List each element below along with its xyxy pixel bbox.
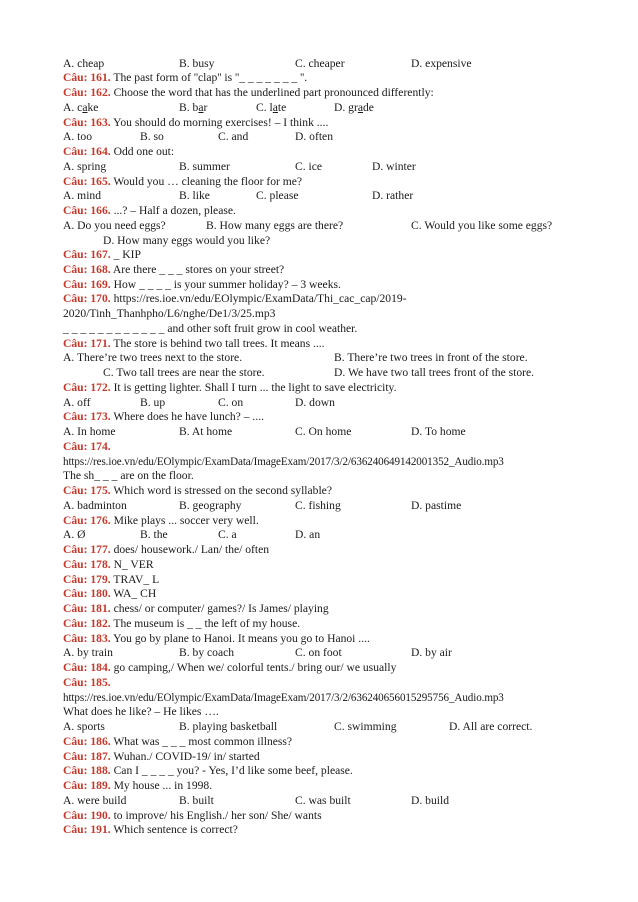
question-185 <box>63 676 594 690</box>
question-164 <box>63 145 594 159</box>
answer-b: B. so <box>140 130 164 143</box>
answer-c: C. please <box>256 189 299 202</box>
answer-row <box>63 130 594 144</box>
question-number: Câu: 176. <box>63 514 111 527</box>
question-number: Câu: 182. <box>63 617 111 630</box>
question-text: go camping,/ When we/ colorful tents./ bring our/ we usually <box>110 661 397 674</box>
answer-a: A. Ø <box>63 528 86 541</box>
question-174 <box>63 440 594 454</box>
question-number: Câu: 185. <box>63 676 111 689</box>
question-text: Odd one out: <box>110 145 175 158</box>
question-163 <box>63 116 594 130</box>
question-176 <box>63 514 594 528</box>
question-number: Câu: 179. <box>63 573 111 586</box>
answer-row <box>63 794 594 808</box>
question-text: chess/ or computer/ games?/ Is James/ playing <box>110 602 329 615</box>
question-number: Câu: 169. <box>63 278 111 291</box>
question-number: Câu: 183. <box>63 632 111 645</box>
question-text: TRAV_ L <box>110 573 160 586</box>
answer-c: C. a <box>218 528 237 541</box>
question-text: You go by plane to Hanoi. It means you go to Hanoi .... <box>110 632 370 645</box>
question-text: WA_ CH <box>110 587 157 600</box>
question-171 <box>63 337 594 351</box>
answer-a: A. There’re two trees next to the store. <box>63 351 243 364</box>
answer-row <box>63 101 594 115</box>
answer-a: A. by train <box>63 646 113 659</box>
question-162 <box>63 86 594 100</box>
question-text: Can I _ _ _ _ you? - Yes, I’d like some beef, please. <box>110 764 353 777</box>
question-number: Câu: 161. <box>63 71 111 84</box>
question-text: It is getting lighter. Shall I turn ... the light to save electricity. <box>110 381 397 394</box>
answer-b: B. At home <box>179 425 233 438</box>
answer-b: B. bar <box>179 101 208 114</box>
answer-d: D. often <box>295 130 333 143</box>
question-182 <box>63 617 594 631</box>
answer-d: D. winter <box>372 160 416 173</box>
answer-d: D. All are correct. <box>449 720 533 733</box>
answer-row <box>63 646 594 660</box>
answer-c: C. on <box>218 396 244 409</box>
answer-b: B. There’re two trees in front of the store. <box>334 351 528 364</box>
answer-row <box>63 366 594 380</box>
answer-a: A. Do you need eggs? <box>63 219 166 232</box>
question-number: Câu: 184. <box>63 661 111 674</box>
answer-a: A. spring <box>63 160 107 173</box>
answer-row <box>63 425 594 439</box>
question-text-continued: _ _ _ _ _ _ _ _ _ _ _ _ and other soft fruit grow in cool weather. <box>63 322 358 335</box>
question-number: Câu: 180. <box>63 587 111 600</box>
question-178 <box>63 558 594 572</box>
answer-c: C. and <box>218 130 249 143</box>
answer-b: B. built <box>179 794 214 807</box>
question-text: Would you … cleaning the floor for me? <box>110 175 303 188</box>
question-number: Câu: 170. <box>63 292 111 305</box>
question-number: Câu: 188. <box>63 764 111 777</box>
question-number: Câu: 190. <box>63 809 111 822</box>
answer-d: D. build <box>411 794 450 807</box>
question-number: Câu: 175. <box>63 484 111 497</box>
question-190 <box>63 809 594 823</box>
answer-c: C. Two tall trees are near the store. <box>103 366 265 379</box>
answer-row <box>63 57 594 71</box>
question-183 <box>63 632 594 646</box>
answer-b: B. up <box>140 396 166 409</box>
question-169 <box>63 278 594 292</box>
question-text: You should do morning exercises! – I think .... <box>110 116 329 129</box>
question-161 <box>63 71 594 85</box>
question-text: to improve/ his English./ her son/ She/ wants <box>110 809 322 822</box>
answer-c: C. cheaper <box>295 57 345 70</box>
question-189 <box>63 779 594 793</box>
question-text: https://res.ioe.vn/edu/EOlympic/ExamData/Thi_cac_cap/2019- <box>110 292 407 305</box>
question-text: What was _ _ _ most common illness? <box>110 735 293 748</box>
question-170 <box>63 292 594 306</box>
question-number: Câu: 189. <box>63 779 111 792</box>
answer-b: B. geography <box>179 499 242 512</box>
answer-row <box>63 351 594 365</box>
answer-row <box>63 528 594 542</box>
question-text: The museum is _ _ the left of my house. <box>110 617 301 630</box>
answer-d: D. expensive <box>411 57 472 70</box>
answer-row <box>63 219 594 233</box>
question-text-continued: What does he like? – He likes …. <box>63 705 219 718</box>
question-text: Mike plays ... soccer very well. <box>110 514 259 527</box>
answer-d: D. down <box>295 396 335 409</box>
answer-d: D. grade <box>334 101 374 114</box>
question-text: Choose the word that has the underlined part pronounced differently: <box>110 86 434 99</box>
question-text: Wuhan./ COVID-19/ in/ started <box>110 750 260 763</box>
question-number: Câu: 167. <box>63 248 111 261</box>
question-181 <box>63 602 594 616</box>
answer-a: A. too <box>63 130 92 143</box>
question-188 <box>63 764 594 778</box>
answer-c: C. swimming <box>334 720 397 733</box>
question-number: Câu: 187. <box>63 750 111 763</box>
question-text: My house ... in 1998. <box>110 779 213 792</box>
answer-row <box>63 396 594 410</box>
answer-b: B. by coach <box>179 646 235 659</box>
answer-row <box>63 234 594 248</box>
question-172 <box>63 381 594 395</box>
question-text: Are there _ _ _ stores on your street? <box>110 263 285 276</box>
question-number: Câu: 162. <box>63 86 111 99</box>
question-number: Câu: 168. <box>63 263 111 276</box>
question-184 <box>63 661 594 675</box>
question-text: ...? – Half a dozen, please. <box>110 204 236 217</box>
question-number: Câu: 177. <box>63 543 111 556</box>
question-180 <box>63 587 594 601</box>
question-168 <box>63 263 594 277</box>
answer-a: A. cake <box>63 101 99 114</box>
question-175 <box>63 484 594 498</box>
question-number: Câu: 165. <box>63 175 111 188</box>
question-number: Câu: 173. <box>63 410 111 423</box>
answer-b: B. How many eggs are there? <box>206 219 344 232</box>
question-number: Câu: 166. <box>63 204 111 217</box>
question-number: Câu: 178. <box>63 558 111 571</box>
question-text: How _ _ _ _ is your summer holiday? – 3 weeks. <box>110 278 341 291</box>
audio-link[interactable]: https://res.ioe.vn/edu/EOlympic/ExamData/ImageExam/2017/3/2/636240649142001352_Audio.mp3 <box>63 456 504 468</box>
question-number: Câu: 172. <box>63 381 111 394</box>
question-177 <box>63 543 594 557</box>
question-text: Which sentence is correct? <box>110 823 238 836</box>
answer-a: A. In home <box>63 425 116 438</box>
question-number: Câu: 191. <box>63 823 111 836</box>
answer-a: A. sports <box>63 720 105 733</box>
question-number: Câu: 163. <box>63 116 111 129</box>
answer-c: C. fishing <box>295 499 341 512</box>
question-text: The past form of ''clap'' is ''_ _ _ _ _ _ _ ''. <box>110 71 308 84</box>
answer-c: C. late <box>256 101 287 114</box>
question-166 <box>63 204 594 218</box>
question-text: The store is behind two tall trees. It means .... <box>110 337 325 350</box>
answer-c: C. On home <box>295 425 352 438</box>
question-167 <box>63 248 594 262</box>
answer-a: A. were build <box>63 794 127 807</box>
answer-d: D. We have two tall trees front of the store. <box>334 366 535 379</box>
question-text: Which word is stressed on the second syllable? <box>110 484 332 497</box>
answer-row <box>63 499 594 513</box>
answer-c: C. Would you like some eggs? <box>411 219 553 232</box>
answer-row <box>63 720 594 734</box>
question-number: Câu: 174. <box>63 440 111 453</box>
answer-row <box>63 160 594 174</box>
question-187 <box>63 750 594 764</box>
answer-b: B. summer <box>179 160 230 173</box>
question-text: _ KIP <box>110 248 141 261</box>
question-165 <box>63 175 594 189</box>
answer-a: A. off <box>63 396 91 409</box>
question-191 <box>63 823 594 837</box>
answer-d: D. by air <box>411 646 452 659</box>
question-173 <box>63 410 594 424</box>
question-text: N_ VER <box>110 558 154 571</box>
answer-a: A. mind <box>63 189 102 202</box>
question-186 <box>63 735 594 749</box>
answer-c: C. was built <box>295 794 351 807</box>
answer-b: B. busy <box>179 57 215 70</box>
answer-c: C. on foot <box>295 646 342 659</box>
question-text: does/ housework./ Lan/ the/ often <box>110 543 270 556</box>
question-number: Câu: 171. <box>63 337 111 350</box>
question-number: Câu: 186. <box>63 735 111 748</box>
answer-row <box>63 189 594 203</box>
answer-d: D. How many eggs would you like? <box>103 234 271 247</box>
question-text: Where does he have lunch? – .... <box>110 410 265 423</box>
question-number: Câu: 164. <box>63 145 111 158</box>
answer-a: A. badminton <box>63 499 127 512</box>
answer-b: B. the <box>140 528 168 541</box>
audio-link[interactable]: https://res.ioe.vn/edu/EOlympic/ExamData/ImageExam/2017/3/2/636240656015295756_Audio.mp3 <box>63 692 504 704</box>
answer-d: D. To home <box>411 425 466 438</box>
answer-b: B. like <box>179 189 210 202</box>
answer-c: C. ice <box>295 160 323 173</box>
question-number: Câu: 181. <box>63 602 111 615</box>
question-text-continued: 2020/Tinh_Thanhpho/L6/nghe/De1/3/25.mp3 <box>63 307 276 320</box>
question-179 <box>63 573 594 587</box>
answer-d: D. an <box>295 528 321 541</box>
answer-d: D. pastime <box>411 499 462 512</box>
answer-a: A. cheap <box>63 57 105 70</box>
question-text-continued: The sh_ _ _ are on the floor. <box>63 469 194 482</box>
answer-b: B. playing basketball <box>179 720 278 733</box>
answer-d: D. rather <box>372 189 414 202</box>
